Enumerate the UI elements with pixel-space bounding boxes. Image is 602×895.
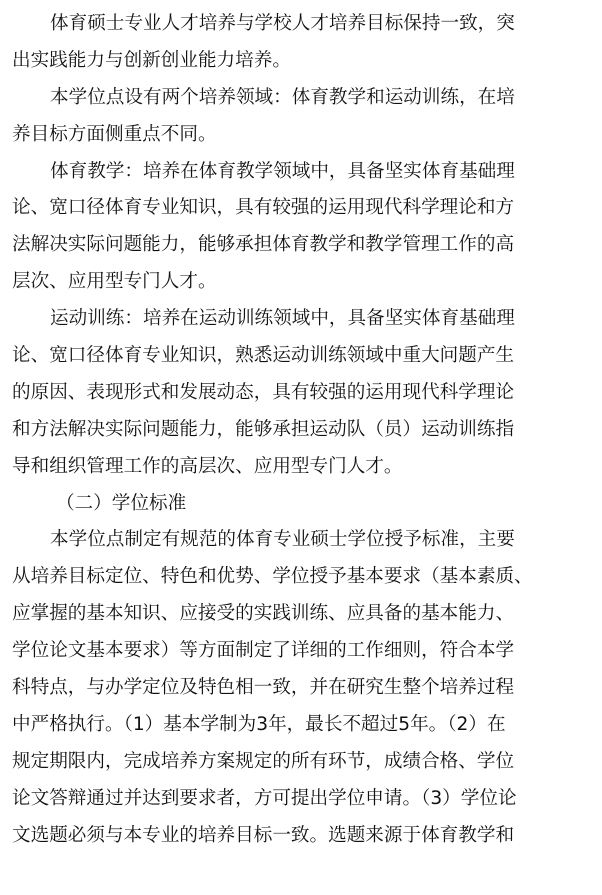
text-line: 导和组织管理工作的高层次、应用型专门人才。 [12,455,403,477]
text-line: 运动训练：培养在运动训练领域中，具备坚实体育基础理 [50,308,515,330]
text-line: 从培养目标定位、特色和优势、学位授予基本要求（基本素质、 [12,566,533,588]
text-line: 体育硕士专业人才培养与学校人才培养目标保持一致，突 [50,13,515,34]
text-line: 出实践能力与创新创业能力培养。 [12,49,291,71]
text-line: 论文答辩通过并达到要求者，方可提出学位申请。（3）学位论 [12,787,517,809]
text-line: 中严格执行。（1）基本学制为3年，最长不超过5年。（2）在 [12,713,506,735]
section-heading: （二）学位标准 [56,492,187,514]
text-line: 和方法解决实际问题能力，能够承担运动队（员）运动训练指 [12,418,515,440]
text-line: 应掌握的基本知识、应接受的实践训练、应具备的基本能力、 [12,603,515,625]
paragraph-sports-training [12,301,588,485]
text-line: 养目标方面侧重点不同。 [12,123,217,145]
text-line: 学位论文基本要求）等方面制定了详细的工作细则，符合本学 [12,640,515,662]
text-line: 本学位点设有两个培养领域：体育教学和运动训练，在培 [50,86,515,108]
text-line: 文选题必须与本专业的培养目标一致。选题来源于体育教学和 [12,824,515,846]
paragraph-degree-standard [12,522,588,854]
text-line: 层次、应用型专门人才。 [12,271,217,293]
text-line: 科特点，与办学定位及特色相一致，并在研究生整个培养过程 [12,677,515,699]
text-line: 本学位点制定有规范的体育专业硕士学位授予标准，主要 [50,529,515,551]
paragraph-training-goals [12,6,588,80]
text-line: 规定期限内，完成培养方案规定的所有环节，成绩合格、学位 [12,750,515,772]
text-line: 体育教学：培养在体育教学领域中，具备坚实体育基础理 [50,160,515,182]
text-line: 法解决实际问题能力，能够承担体育教学和教学管理工作的高 [12,234,515,256]
section-heading-degree-standard [12,486,588,523]
paragraph-pe-teaching [12,154,588,302]
text-line: 论、宽口径体育专业知识，熟悉运动训练领域中重大问题产生 [12,345,515,367]
text-line: 的原因、表现形式和发展动态，具有较强的运用现代科学理论 [12,381,515,403]
paragraph-two-fields [12,80,588,154]
text-line: 论、宽口径体育专业知识，具有较强的运用现代科学理论和方 [12,197,515,219]
